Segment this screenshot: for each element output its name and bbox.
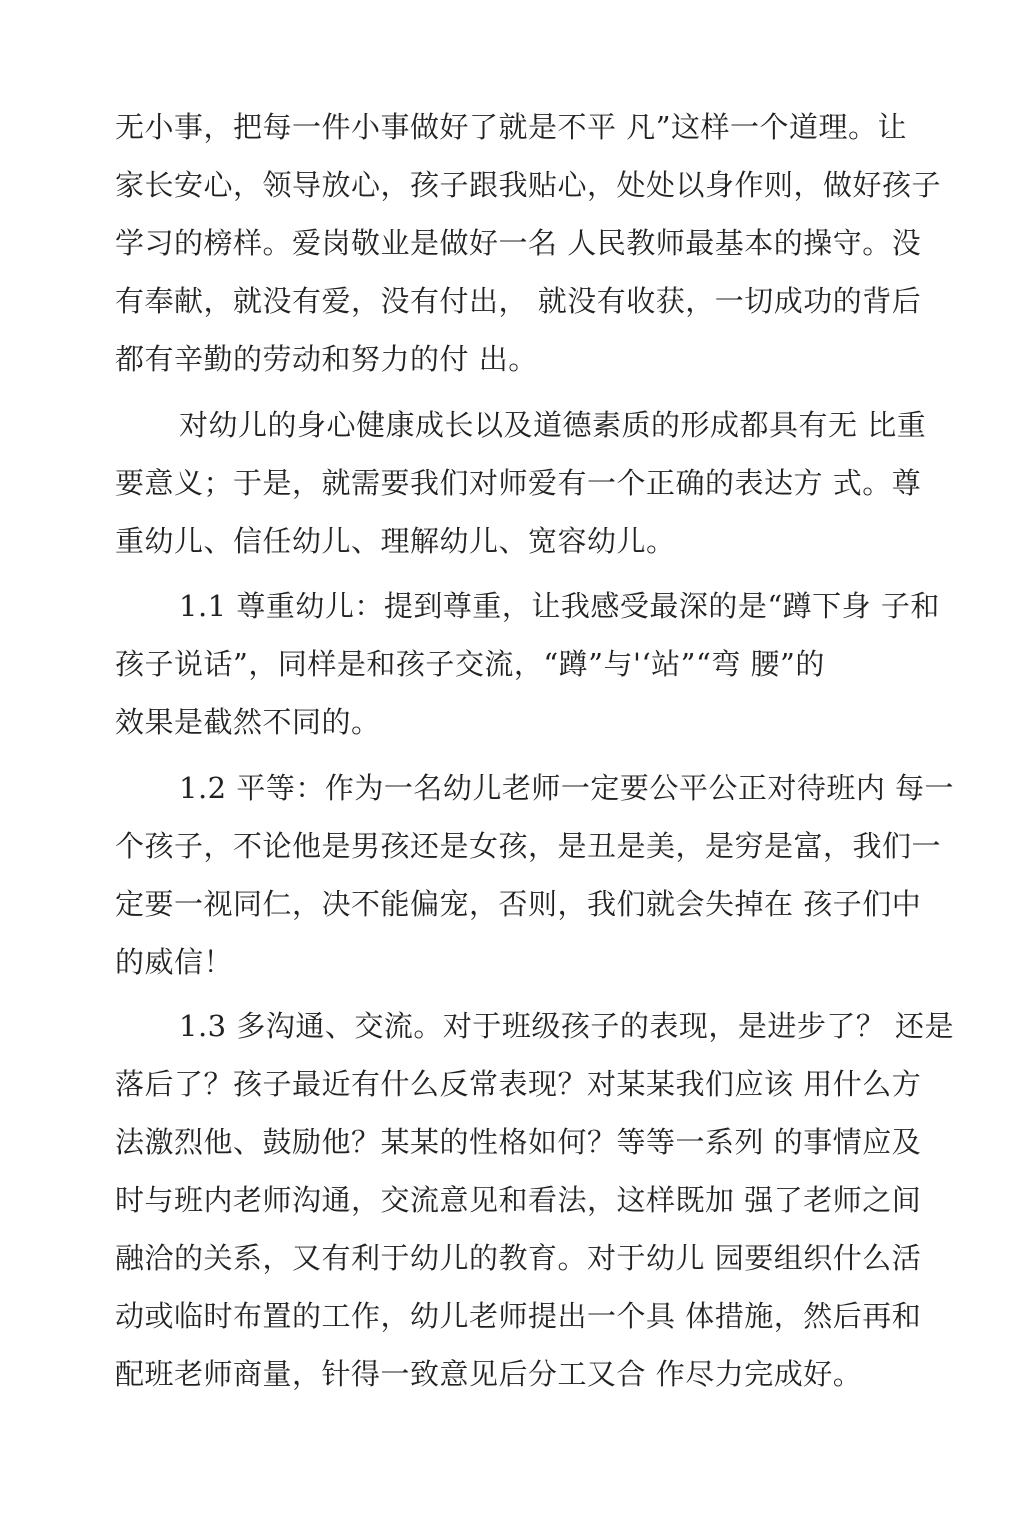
text-line: 时与班内老师沟通，交流意见和看法，这样既加 强了老师之间 [115, 1183, 922, 1217]
text-line: 都有辛勤的劳动和努力的付 出。 [115, 342, 538, 376]
text-line: 要意义；于是，就需要我们对师爱有一个正确的表达方 式。尊 [115, 466, 922, 500]
text-line: 法激烈他、鼓励他？某某的性格如何？等等一系列 的事情应及 [115, 1125, 922, 1159]
text-line: 无小事，把每一件小事做好了就是不平 凡”这样一个道理。让 [115, 110, 908, 144]
text-line: 学习的榜样。爱岗敬业是做好一名 人民教师最基本的操守。没 [115, 226, 922, 260]
text-line: 有奉献，就没有爱，没有付出， 就没有收获，一切成功的背后 [115, 284, 922, 318]
text-line: 1.2 平等：作为一名幼儿老师一定要公平公正对待班内 每一 [179, 771, 955, 805]
text-line: 效果是截然不同的。 [115, 705, 381, 739]
text-line: 对幼儿的身心健康成长以及道德素质的形成都具有无 比重 [179, 408, 927, 442]
paragraph-teacher-love [115, 396, 927, 570]
text-line: 家长安心，领导放心，孩子跟我贴心，处处以身作则，做好孩子 [115, 168, 942, 202]
text-line: 1.1 尊重幼儿：提到尊重，让我感受最深的是“蹲下身 子和 [179, 589, 940, 623]
paragraph-communication [115, 997, 955, 1403]
text-line: 融洽的关系，又有利于幼儿的教育。对于幼儿 园要组织什么活 [115, 1241, 922, 1275]
paragraph-continuation [115, 98, 942, 388]
text-line: 重幼儿、信任幼儿、理解幼儿、宽容幼儿。 [115, 524, 676, 558]
paragraph-equality [115, 759, 955, 991]
text-line: 定要一视同仁，决不能偏宠，否则，我们就会失掉在 孩子们中 [115, 887, 922, 921]
text-line: 的威信！ [115, 945, 234, 979]
text-line: 配班老师商量，针得一致意见后分工又合 作尽力完成好。 [115, 1357, 863, 1391]
text-line: 孩子说话”，同样是和孩子交流，“蹲”与'‘站”“弯 腰”的 [115, 647, 825, 681]
paragraph-respect [115, 577, 940, 751]
text-line: 落后了？孩子最近有什么反常表现？对某某我们应该 用什么方 [115, 1067, 922, 1101]
text-line: 个孩子，不论他是男孩还是女孩，是丑是美，是穷是富，我们一 [115, 829, 942, 863]
text-line: 1.3 多沟通、交流。对于班级孩子的表现，是进步了？ 还是 [179, 1009, 955, 1043]
text-line: 动或临时布置的工作，幼儿老师提出一个具 体措施，然后再和 [115, 1299, 922, 1333]
